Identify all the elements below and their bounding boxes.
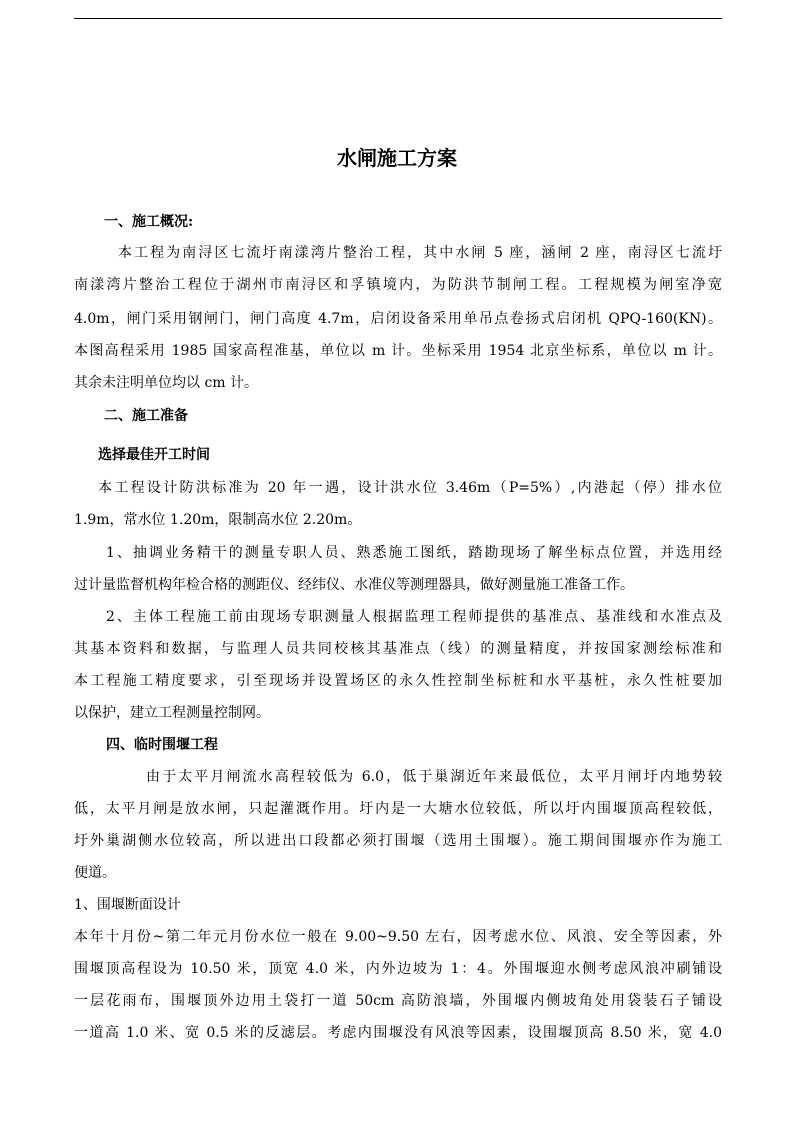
subheading-cofferdam-section: 1、围堰断面设计	[74, 897, 181, 913]
paragraph-line: 本工程施工精度要求，引至现场并设置场区的永久性控制坐标桩和水平基桩，永久性桩要加	[74, 673, 722, 689]
section-heading-preparation: 二、施工准备	[104, 408, 188, 424]
paragraph-line: 圩外巢湖侧水位较高，所以进出口段都必须打围堰（选用土围堰）。施工期间围堰亦作为施工	[74, 833, 722, 849]
paragraph-line: 本图高程采用 1985 国家高程准基，单位以 m 计。坐标采用 1954 北京坐标系，单位以 m 计。	[74, 343, 722, 359]
paragraph-line: 1、抽调业务精干的测量专职人员、熟悉施工图纸，踏勘现场了解坐标点位置，并选用经	[106, 545, 722, 561]
paragraph-line: 南漾湾片整治工程位于湖州市南浔区和孚镇境内，为防洪节制闸工程。工程规模为闸室净宽	[74, 277, 722, 293]
paragraph-line: 由于太平月闸流水高程较低为 6.0，低于巢湖近年来最低位，太平月闸圩内地势较	[146, 769, 722, 785]
section-heading-cofferdam: 四、临时围堰工程	[106, 737, 218, 753]
paragraph-line: 2、主体工程施工前由现场专职测量人根据监理工程师提供的基准点、基准线和水准点及	[106, 609, 722, 625]
paragraph-line: 围堰顶高程设为 10.50 米，顶宽 4.0 米，内外边坡为 1：4。外围堰迎水侧考虑风浪冲刷铺设	[74, 961, 722, 977]
paragraph-line: 其基本资料和数据，与监理人员共同校核其基准点（线）的测量精度，并按国家测绘标准和	[74, 641, 722, 657]
paragraph-line: 1.9m，常水位 1.20m，限制高水位 2.20m。	[74, 512, 362, 528]
subheading-start-time: 选择最佳开工时间	[98, 447, 210, 463]
paragraph-line: 便道。	[74, 865, 116, 881]
paragraph-line: 过计量监督机构年检合格的测距仪、经纬仪、水准仪等测理器具，做好测量施工准备工作。	[74, 577, 634, 593]
paragraph-line: 一道高 1.0 米、宽 0.5 米的反滤层。考虑内围堰没有风浪等因素，设围堰顶高 8.50 米，宽 4.0	[74, 1025, 722, 1041]
paragraph-line: 低，太平月闸是放水闸，只起灌溉作用。圩内是一大塘水位较低，所以圩内围堰顶高程较低，	[74, 801, 722, 817]
header-rule	[74, 18, 722, 19]
paragraph-line: 以保护，建立工程测量控制网。	[74, 705, 270, 721]
section-heading-overview: 一、施工概况:	[104, 214, 194, 230]
document-title: 水闸施工方案	[337, 146, 457, 170]
paragraph-line: 本年十月份~第二年元月份水位一般在 9.00~9.50 左右，因考虑水位、风浪、安全等因素，外	[74, 929, 722, 945]
paragraph-line: 本工程设计防洪标准为 20 年一遇，设计洪水位 3.46m（P=5%）,内港起（停）排水位	[98, 480, 722, 496]
paragraph-line: 本工程为南浔区七流圩南漾湾片整治工程，其中水闸 5 座，涵闸 2 座，南浔区七流圩	[118, 245, 722, 261]
paragraph-line: 4.0m，闸门采用钢闸门，闸门高度 4.7m，启闭设备采用单吊点卷扬式启闭机 QPQ-160(KN)。	[74, 311, 722, 327]
paragraph-line: 其余未注明单位均以 cm 计。	[74, 375, 259, 391]
paragraph-line: 一层花雨布，围堰顶外边用土袋打一道 50cm 高防浪墙，外围堰内侧坡角处用袋装石子铺设	[74, 993, 722, 1009]
